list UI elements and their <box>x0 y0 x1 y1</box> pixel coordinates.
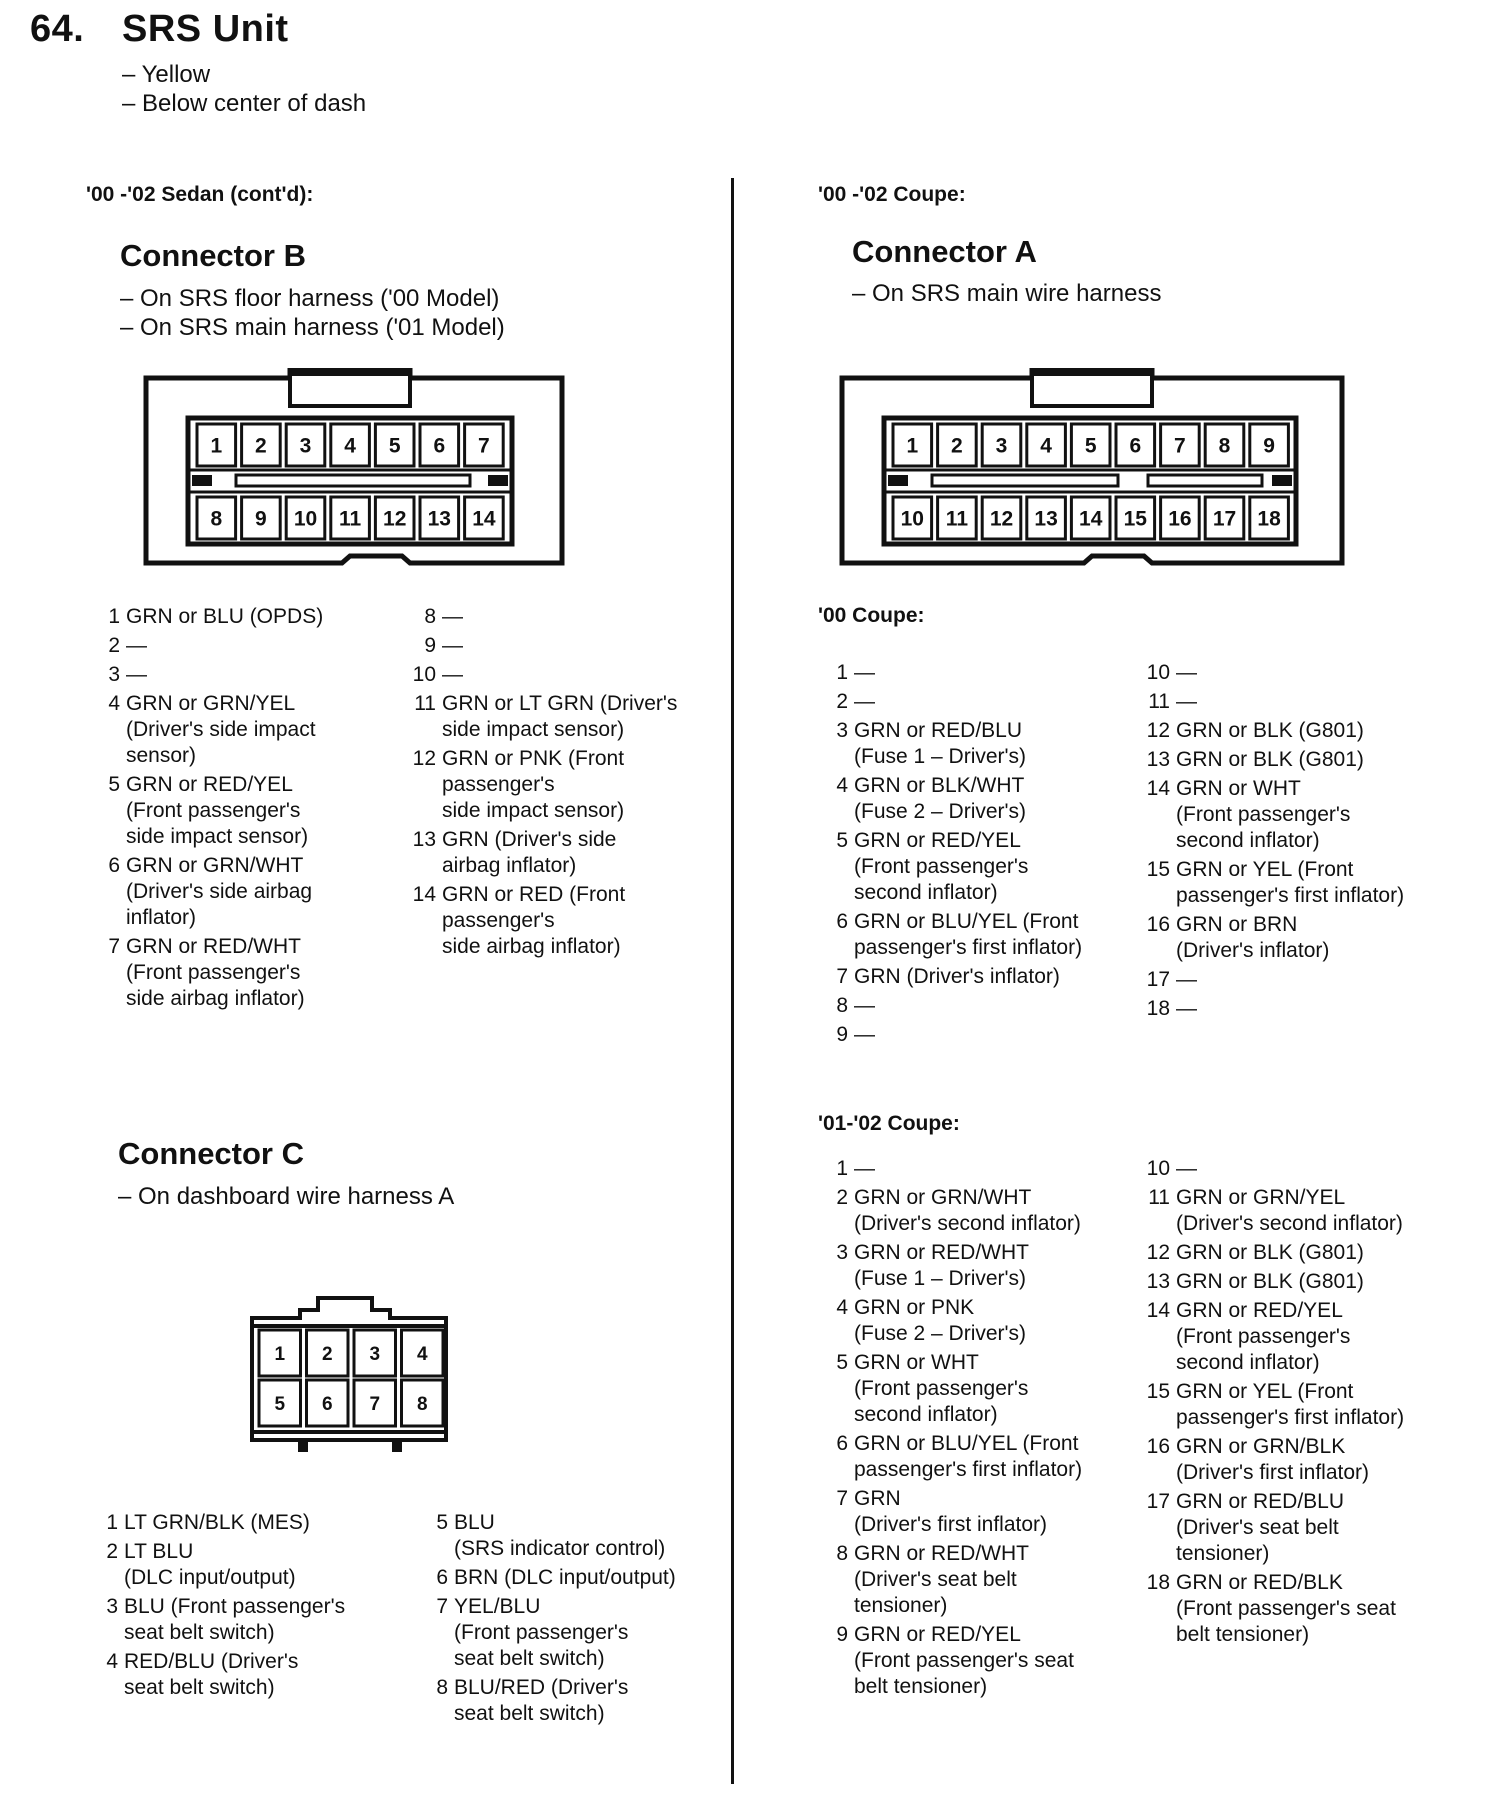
pin-description: GRN or BLK (G801) <box>1176 719 1364 742</box>
pin-description: LT BLU (DLC input/output) <box>124 1540 296 1589</box>
pin-number: 6 <box>108 854 120 877</box>
pin-row <box>1146 660 1462 686</box>
cavity-label: 14 <box>1079 507 1103 531</box>
pin-number: 2 <box>106 1540 118 1563</box>
pin-description: RED/BLU (Driver's seat belt switch) <box>124 1650 299 1699</box>
pin-number: 8 <box>836 1542 848 1565</box>
cavity-label: 11 <box>338 507 362 531</box>
cavity-label: 6 <box>1129 434 1142 458</box>
connector-b-desc-2: – On SRS main harness ('01 Model) <box>120 314 505 341</box>
cavity-3 <box>354 1330 396 1376</box>
coupe-01-02-pins-col2 <box>1146 1156 1462 1651</box>
pin-row <box>1146 1298 1462 1376</box>
pin-description: BLU (SRS indicator control) <box>454 1511 666 1560</box>
pin-number: 17 <box>1146 968 1170 991</box>
connector-a-title: Connector A <box>852 234 1037 269</box>
coupe-00-label: '00 Coupe: <box>818 604 925 627</box>
cavity-5 <box>375 424 414 466</box>
pin-number: 3 <box>106 1595 118 1618</box>
pin-number: 15 <box>1146 858 1170 881</box>
page-title: SRS Unit <box>122 8 289 50</box>
pin-description: — <box>442 663 463 686</box>
pin-description: GRN or YEL (Front passenger's first inflator) <box>1176 858 1405 907</box>
pin-description: — <box>442 605 463 628</box>
sedan-section-label: '00 -'02 Sedan (cont'd): <box>86 183 314 206</box>
connector-b-diagram <box>140 368 570 578</box>
pin-row <box>412 633 712 659</box>
pin-description: GRN or WHT (Front passenger's second inflator) <box>1176 777 1351 852</box>
pin-row <box>824 1185 1140 1237</box>
pin-number: 16 <box>1146 1435 1170 1458</box>
pin-row <box>96 691 396 769</box>
pin-row <box>94 1539 414 1591</box>
pin-row <box>824 1541 1140 1619</box>
pin-description: — <box>1176 1157 1197 1180</box>
pin-description: GRN or PNK (Front passenger's side impact sensor) <box>442 747 625 822</box>
pin-row <box>824 993 1140 1019</box>
pin-number: 10 <box>1146 1157 1170 1180</box>
pin-description: GRN or RED/BLK (Front passenger's seat belt tensioner) <box>1176 1571 1396 1646</box>
pin-description: — <box>442 634 463 657</box>
pin-number: 2 <box>108 634 120 657</box>
cavity-label: 6 <box>433 434 446 458</box>
cavity-label: 8 <box>1218 434 1231 458</box>
cavity-5 <box>1071 424 1110 466</box>
pin-description: BLU (Front passenger's seat belt switch) <box>124 1595 346 1644</box>
pin-row <box>1146 1434 1462 1486</box>
pin-number: 8 <box>436 1676 448 1699</box>
pin-number: 2 <box>836 1186 848 1209</box>
pin-number: 13 <box>1146 1270 1170 1293</box>
cavity-8 <box>402 1380 444 1426</box>
section-number: 64. <box>30 8 85 50</box>
pin-description: GRN or GRN/BLK (Driver's first inflator) <box>1176 1435 1370 1484</box>
cavity-label: 2 <box>255 434 267 458</box>
cavity-6 <box>307 1380 349 1426</box>
pin-row <box>1146 776 1462 854</box>
pin-description: GRN or BLK (G801) <box>1176 748 1364 771</box>
pin-number: 8 <box>836 994 848 1017</box>
pin-row <box>824 1622 1140 1700</box>
pin-description: — <box>854 994 875 1017</box>
pin-row <box>824 828 1140 906</box>
cavity-label: 2 <box>321 1343 333 1365</box>
pin-number: 5 <box>836 1351 848 1374</box>
pin-row <box>824 1486 1140 1538</box>
cavity-label: 4 <box>1040 434 1052 458</box>
cavity-8 <box>1205 424 1244 466</box>
pin-number: 5 <box>436 1511 448 1534</box>
cavity-18 <box>1250 497 1289 539</box>
cavity-label: 12 <box>989 507 1014 531</box>
pin-description: GRN or GRN/WHT (Driver's second inflator) <box>854 1186 1081 1235</box>
pin-description: — <box>1176 661 1197 684</box>
cavity-13 <box>420 497 459 539</box>
connector-b-desc-1: – On SRS floor harness ('00 Model) <box>120 285 500 312</box>
cavity-label: 13 <box>1034 507 1058 531</box>
pin-row <box>824 1022 1140 1048</box>
pin-description: GRN or RED/WHT (Fuse 1 – Driver's) <box>854 1241 1029 1290</box>
pin-description: — <box>854 1023 875 1046</box>
connector-c-pins-col1 <box>94 1510 414 1704</box>
cavity-label: 6 <box>321 1393 333 1415</box>
pin-row <box>824 909 1140 961</box>
cavity-1 <box>893 424 932 466</box>
cavity-12 <box>375 497 414 539</box>
coupe-00-pins-col2 <box>1146 660 1462 1025</box>
pin-row <box>1146 1489 1462 1567</box>
pin-number: 4 <box>836 774 848 797</box>
cavity-label: 1 <box>906 434 919 458</box>
pin-number: 12 <box>412 747 436 770</box>
cavity-12 <box>982 497 1021 539</box>
cavity-3 <box>286 424 325 466</box>
pin-description: — <box>126 663 147 686</box>
pin-number: 9 <box>836 1623 848 1646</box>
pin-description: GRN or RED/YEL (Front passenger's seat belt tensioner) <box>854 1623 1074 1698</box>
pin-description: — <box>854 1157 875 1180</box>
coupe-01-02-pins-col1 <box>824 1156 1140 1703</box>
connector-b-pins-col2 <box>412 604 712 963</box>
pin-description: LT GRN/BLK (MES) <box>124 1511 310 1534</box>
connector-c-title: Connector C <box>118 1136 304 1171</box>
pin-description: GRN or RED/BLU (Driver's seat belt tensioner) <box>1176 1490 1345 1565</box>
pin-description: — <box>1176 997 1197 1020</box>
pin-number: 14 <box>1146 1299 1170 1322</box>
cavity-label: 1 <box>274 1343 286 1365</box>
pin-number: 11 <box>1148 690 1170 713</box>
pin-number: 10 <box>412 663 436 686</box>
connector-location: – Below center of dash <box>122 90 367 117</box>
cavity-6 <box>420 424 459 466</box>
cavity-5 <box>259 1380 301 1426</box>
pin-description: GRN or BLU (OPDS) <box>126 605 324 628</box>
pin-number: 12 <box>1146 1241 1170 1264</box>
pin-row <box>1146 996 1462 1022</box>
pin-description: BRN (DLC input/output) <box>454 1566 676 1589</box>
pin-row <box>96 662 396 688</box>
cavity-label: 9 <box>255 507 267 531</box>
connector-b-pins-col1 <box>96 604 396 1015</box>
pin-row <box>96 934 396 1012</box>
pin-number: 1 <box>836 1157 848 1180</box>
cavity-4 <box>1027 424 1066 466</box>
pin-row <box>1146 1379 1462 1431</box>
pin-number: 18 <box>1146 997 1170 1020</box>
cavity-label: 7 <box>1174 434 1186 458</box>
cavity-8 <box>197 497 236 539</box>
cavity-label: 3 <box>995 434 1008 458</box>
pin-description: GRN or RED/YEL (Front passenger's side impact sensor) <box>126 773 309 848</box>
cavity-label: 2 <box>951 434 963 458</box>
pin-row <box>424 1510 714 1562</box>
cavity-label: 14 <box>472 507 496 531</box>
pin-row <box>824 1350 1140 1428</box>
pin-description: GRN (Driver's inflator) <box>854 965 1060 988</box>
pin-row <box>824 718 1140 770</box>
connector-c-desc-1: – On dashboard wire harness A <box>118 1183 455 1210</box>
cavity-4 <box>402 1330 444 1376</box>
pin-number: 3 <box>836 1241 848 1264</box>
cavity-label: 18 <box>1257 507 1281 531</box>
pin-row <box>96 772 396 850</box>
pin-number: 9 <box>836 1023 848 1046</box>
cavity-label: 12 <box>383 507 407 531</box>
cavity-label: 16 <box>1168 507 1192 531</box>
pin-description: GRN or GRN/YEL (Driver's second inflator) <box>1176 1186 1403 1235</box>
cavity-1 <box>197 424 236 466</box>
pin-number: 7 <box>836 965 848 988</box>
cavity-2 <box>242 424 281 466</box>
pin-number: 3 <box>108 663 120 686</box>
pin-number: 10 <box>1146 661 1170 684</box>
pin-description: BLU/RED (Driver's seat belt switch) <box>454 1676 629 1725</box>
cavity-7 <box>354 1380 396 1426</box>
cavity-10 <box>893 497 932 539</box>
cavity-label: 15 <box>1123 507 1147 531</box>
cavity-label: 10 <box>293 507 318 531</box>
pin-description: YEL/BLU (Front passenger's seat belt switch) <box>454 1595 629 1670</box>
cavity-2 <box>307 1330 349 1376</box>
pin-number: 18 <box>1146 1571 1170 1594</box>
pin-row <box>824 689 1140 715</box>
pin-number: 7 <box>436 1595 448 1618</box>
connector-a-desc-1: – On SRS main wire harness <box>852 280 1162 307</box>
pin-row <box>824 1295 1140 1347</box>
cavity-label: 17 <box>1212 507 1237 531</box>
pin-number: 14 <box>412 883 436 906</box>
pin-row <box>824 1431 1140 1483</box>
pin-row <box>424 1675 714 1727</box>
cavity-17 <box>1205 497 1244 539</box>
pin-description: GRN or WHT (Front passenger's second inflator) <box>854 1351 1029 1426</box>
cavity-15 <box>1116 497 1155 539</box>
pin-number: 5 <box>836 829 848 852</box>
cavity-label: 5 <box>388 434 401 458</box>
pin-description: — <box>854 690 875 713</box>
cavity-label: 7 <box>369 1393 381 1415</box>
pin-row <box>1146 1570 1462 1648</box>
cavity-label: 4 <box>344 434 356 458</box>
cavity-6 <box>1116 424 1155 466</box>
pin-description: GRN or LT GRN (Driver's side impact sensor) <box>442 692 678 741</box>
pin-description: GRN (Driver's first inflator) <box>854 1487 1048 1536</box>
pin-description: GRN or RED (Front passenger's side airbag inflator) <box>442 883 626 958</box>
cavity-3 <box>982 424 1021 466</box>
pin-row <box>96 633 396 659</box>
pin-number: 17 <box>1146 1490 1170 1513</box>
pin-row <box>412 662 712 688</box>
pin-row <box>94 1510 414 1536</box>
pin-row <box>824 964 1140 990</box>
pin-number: 2 <box>836 690 848 713</box>
column-divider <box>731 178 734 1784</box>
pin-description: GRN or RED/WHT (Driver's seat belt tensioner) <box>854 1542 1029 1617</box>
cavity-label: 3 <box>369 1343 381 1365</box>
pin-number: 1 <box>108 605 120 628</box>
pin-row <box>412 827 712 879</box>
pin-row <box>412 882 712 960</box>
cavity-label: 13 <box>427 507 451 531</box>
cavity-label: 9 <box>1263 434 1275 458</box>
cavity-9 <box>1250 424 1289 466</box>
cavity-14 <box>1071 497 1110 539</box>
cavity-label: 8 <box>210 507 223 531</box>
pin-row <box>824 660 1140 686</box>
pin-number: 11 <box>1148 1186 1170 1209</box>
cavity-label: 7 <box>478 434 490 458</box>
cavity-11 <box>938 497 977 539</box>
pin-row <box>412 604 712 630</box>
pin-row <box>1146 1185 1462 1237</box>
pin-row <box>824 1156 1140 1182</box>
pin-description: GRN or RED/YEL (Front passenger's second inflator) <box>854 829 1029 904</box>
cavity-7 <box>1161 424 1200 466</box>
pin-number: 16 <box>1146 913 1170 936</box>
pin-row <box>1146 689 1462 715</box>
pin-row <box>1146 1240 1462 1266</box>
pin-number: 6 <box>436 1566 448 1589</box>
pin-description: GRN or BLK/WHT (Fuse 2 – Driver's) <box>854 774 1027 823</box>
pin-description: GRN or BLU/YEL (Front passenger's first inflator) <box>854 910 1083 959</box>
pin-description: — <box>1176 968 1197 991</box>
cavity-label: 1 <box>210 434 223 458</box>
pin-description: GRN or PNK (Fuse 2 – Driver's) <box>854 1296 1027 1345</box>
pin-row <box>1146 857 1462 909</box>
pin-description: GRN or BLK (G801) <box>1176 1270 1364 1293</box>
pin-description: GRN or RED/BLU (Fuse 1 – Driver's) <box>854 719 1027 768</box>
pin-description: GRN or GRN/YEL (Driver's side impact sensor) <box>126 692 316 767</box>
pin-number: 6 <box>836 910 848 933</box>
pin-number: 13 <box>1146 748 1170 771</box>
pin-number: 11 <box>414 692 436 715</box>
coupe-00-pins-col1 <box>824 660 1140 1051</box>
pin-number: 1 <box>106 1511 118 1534</box>
pin-description: GRN or BRN (Driver's inflator) <box>1176 913 1330 962</box>
cavity-10 <box>286 497 325 539</box>
pin-row <box>1146 912 1462 964</box>
connector-a-diagram <box>836 368 1348 578</box>
pin-row <box>424 1565 714 1591</box>
coupe-01-02-label: '01-'02 Coupe: <box>818 1112 960 1135</box>
pin-row <box>96 853 396 931</box>
cavity-11 <box>331 497 370 539</box>
pin-row <box>1146 967 1462 993</box>
pin-number: 13 <box>412 828 436 851</box>
pin-description: GRN or GRN/WHT (Driver's side airbag inflator) <box>126 854 313 929</box>
connector-color: – Yellow <box>122 61 211 88</box>
cavity-1 <box>259 1330 301 1376</box>
cavity-13 <box>1027 497 1066 539</box>
pin-number: 9 <box>424 634 436 657</box>
coupe-section-label: '00 -'02 Coupe: <box>818 183 966 206</box>
cavity-4 <box>331 424 370 466</box>
pin-number: 7 <box>108 935 120 958</box>
pin-row <box>94 1649 414 1701</box>
pin-description: GRN or RED/YEL (Front passenger's second inflator) <box>1176 1299 1351 1374</box>
pin-row <box>1146 1269 1462 1295</box>
pin-number: 14 <box>1146 777 1170 800</box>
cavity-label: 10 <box>900 507 924 531</box>
pin-row <box>96 604 396 630</box>
cavity-label: 8 <box>416 1393 428 1415</box>
cavity-label: 4 <box>416 1343 428 1365</box>
pin-row <box>1146 1156 1462 1182</box>
pin-row <box>1146 718 1462 744</box>
pin-number: 1 <box>836 661 848 684</box>
pin-description: — <box>126 634 147 657</box>
pin-number: 4 <box>108 692 120 715</box>
pin-number: 7 <box>836 1487 848 1510</box>
cavity-label: 3 <box>299 434 312 458</box>
pin-row <box>424 1594 714 1672</box>
pin-row <box>94 1594 414 1646</box>
cavity-9 <box>242 497 281 539</box>
cavity-label: 5 <box>1084 434 1097 458</box>
pin-number: 6 <box>836 1432 848 1455</box>
pin-description: GRN or BLU/YEL (Front passenger's first inflator) <box>854 1432 1083 1481</box>
pin-number: 4 <box>106 1650 118 1673</box>
pin-description: GRN or BLK (G801) <box>1176 1241 1364 1264</box>
pin-row <box>412 691 712 743</box>
pin-number: 15 <box>1146 1380 1170 1403</box>
pin-number: 4 <box>836 1296 848 1319</box>
cavity-7 <box>465 424 504 466</box>
cavity-14 <box>465 497 504 539</box>
connector-c-pins-col2 <box>424 1510 714 1730</box>
pin-description: — <box>854 661 875 684</box>
connector-b-title: Connector B <box>120 238 306 273</box>
pin-row <box>412 746 712 824</box>
cavity-2 <box>938 424 977 466</box>
pin-description: GRN or YEL (Front passenger's first inflator) <box>1176 1380 1405 1429</box>
pin-description: GRN (Driver's side airbag inflator) <box>442 828 617 877</box>
pin-row <box>824 1240 1140 1292</box>
pin-number: 3 <box>836 719 848 742</box>
pin-number: 5 <box>108 773 120 796</box>
pin-description: GRN or RED/WHT (Front passenger's side airbag inflator) <box>126 935 305 1010</box>
connector-c-diagram <box>240 1290 460 1460</box>
pin-number: 12 <box>1146 719 1170 742</box>
cavity-label: 5 <box>274 1393 286 1415</box>
pin-description: — <box>1176 690 1197 713</box>
pin-row <box>824 773 1140 825</box>
pin-number: 8 <box>424 605 436 628</box>
cavity-label: 11 <box>945 507 969 531</box>
cavity-16 <box>1161 497 1200 539</box>
pin-row <box>1146 747 1462 773</box>
